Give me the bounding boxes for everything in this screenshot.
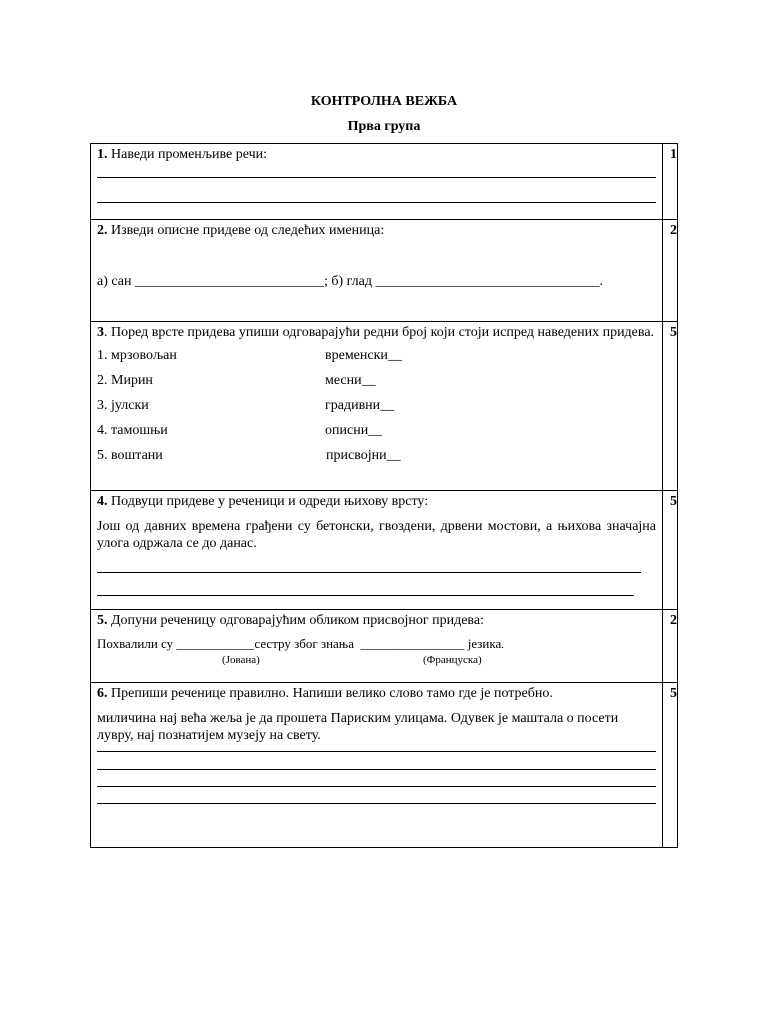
task-5-question — [97, 612, 656, 629]
task-4-number: 4. — [97, 494, 108, 509]
adjective-item: 4. тамошњи — [97, 423, 168, 438]
task-1-question — [97, 146, 656, 163]
task-3-question — [97, 324, 656, 341]
list-item — [97, 393, 656, 418]
answer-line[interactable] — [97, 595, 634, 596]
task-1-points: 1 — [663, 144, 678, 220]
adjective-type-blank[interactable]: градивни__ — [325, 398, 395, 413]
adjective-type-blank[interactable]: временски__ — [325, 348, 402, 363]
exercise-table — [90, 143, 678, 848]
task-6-text: Препиши реченице правилно. Напиши велико слово тамо где је потребно. — [111, 686, 553, 701]
answer-line[interactable] — [97, 786, 656, 787]
adjective-item: 1. мрзовољан — [97, 348, 177, 363]
answer-line[interactable] — [97, 572, 641, 573]
list-item — [97, 418, 656, 443]
task-6-number: 6. — [97, 686, 108, 701]
list-item — [97, 443, 656, 468]
page-subtitle: Прва група — [347, 119, 421, 134]
page-title: КОНТРОЛНА ВЕЖБА — [310, 94, 458, 109]
task-row-4 — [91, 491, 678, 610]
task-2-number: 2. — [97, 223, 108, 238]
adjective-item: 2. Мирин — [97, 373, 153, 388]
task-5-hint-1: (Јована) — [222, 654, 260, 666]
task-3-number: 3 — [97, 325, 104, 340]
task-1-number: 1. — [97, 147, 108, 162]
adjective-item: 3. јулски — [97, 398, 149, 413]
task-6-points: 5 — [663, 683, 678, 848]
task-5-fill-line[interactable] — [97, 636, 656, 653]
task-4-cell — [91, 491, 663, 610]
adjective-type-blank[interactable]: месни__ — [325, 373, 376, 388]
task-5-number: 5. — [97, 613, 108, 628]
task-4-text: Подвуци придеве у реченици и одреди њихову врсту: — [111, 494, 429, 509]
task-row-2 — [91, 220, 678, 322]
answer-line[interactable] — [97, 803, 656, 804]
task-6-sentence: миличина нај већа жеља је да прошета Париским улицама. Одувек је маштала о посети лувру, нај познатијем музеју на свету. — [97, 711, 619, 743]
task-5-fill-dot: . — [501, 639, 505, 651]
task-row-6 — [91, 683, 678, 848]
answer-line[interactable] — [97, 202, 656, 203]
task-2-answer-line[interactable]: а) сан ___________________________; б) глад ________________________________. — [97, 274, 603, 289]
task-row-1 — [91, 144, 678, 220]
task-5-fill-part-2[interactable]: ________________ језика — [360, 636, 502, 651]
list-item — [97, 368, 656, 393]
task-2-cell — [91, 220, 663, 322]
task-3-text: . Поред врсте придева упиши одговарајући редни број који стоји испред наведених придева. — [104, 325, 655, 340]
task-1-cell — [91, 144, 663, 220]
task-2-points: 2 — [663, 220, 678, 322]
answer-line[interactable] — [97, 177, 656, 178]
task-row-3 — [91, 322, 678, 491]
task-6-cell — [91, 683, 663, 848]
adjective-type-blank[interactable]: описни__ — [325, 423, 383, 438]
task-5-hints — [97, 653, 656, 667]
task-4-question — [97, 493, 656, 510]
task-3-cell — [91, 322, 663, 491]
answer-line[interactable] — [97, 751, 656, 752]
adjective-item: 5. воштани — [97, 448, 163, 463]
adjective-type-blank[interactable]: присвојни__ — [326, 448, 401, 463]
task-5-points: 2 — [663, 610, 678, 683]
task-6-question — [97, 685, 656, 702]
task-4-sentence: Још од давних времена грађени су бетонски, гвоздени, дрвени мостови, а њихова значајна улога одржала се до данас. — [97, 519, 656, 551]
list-item — [97, 343, 656, 368]
answer-line[interactable] — [97, 769, 656, 770]
task-5-fill-part-1[interactable]: Похвалили су ____________сестру због знања — [97, 636, 354, 651]
task-4-points: 5 — [663, 491, 678, 610]
task-2-question — [97, 222, 656, 239]
task-5-cell — [91, 610, 663, 683]
task-3-points: 5 — [663, 322, 678, 491]
task-1-text: Наведи променљиве речи: — [111, 147, 267, 162]
task-5-hint-2: (Француска) — [423, 654, 482, 666]
task-row-5 — [91, 610, 678, 683]
task-2-text: Изведи описне придеве од следећих именица: — [111, 223, 385, 238]
task-5-text: Допуни реченицу одговарајућим обликом присвојног придева: — [111, 613, 484, 628]
